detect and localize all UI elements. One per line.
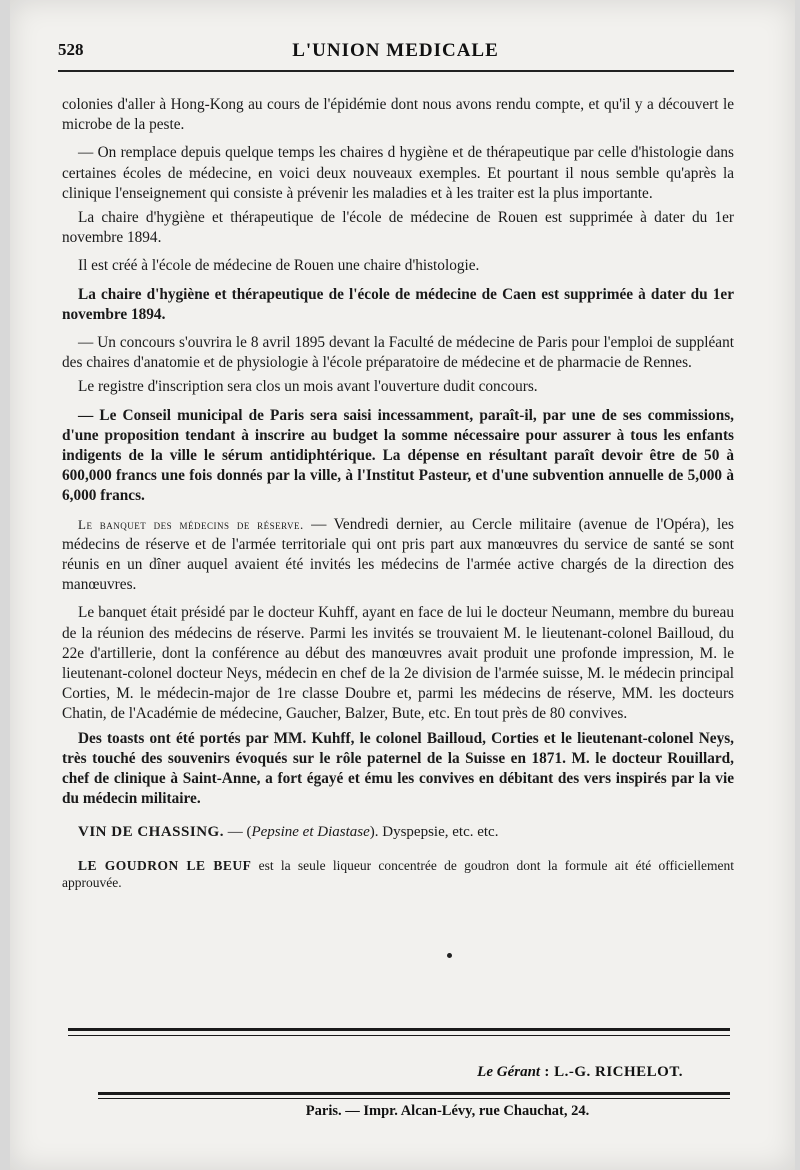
journal-page	[10, 0, 795, 1170]
ad-goudron	[62, 857, 734, 891]
printer-rule-thin	[98, 1098, 730, 1099]
paragraph-rouen-suppressed: La chaire d'hygiène et thérapeutique de l'école de médecine de Rouen est supprimée à dater du 1er novembre 1894.	[62, 209, 734, 247]
paragraph-concours: — Un concours s'ouvrira le 8 avril 1895 devant la Faculté de médecine de Paris pour l'emploi de suppléant des chaires d'anatomie et de physiologie à l'école préparatoire de médecine et de pharmacie de Rennes.	[62, 334, 734, 372]
paragraph-banquet-presided: Le banquet était présidé par le docteur Kuhff, ayant en face de lui le docteur Neumann, membre du bureau de la réunion des médecins de réserve. Parmi les invités se trouvaient M. le lieutenant-colonel Bailloud, du 22e d'artillerie, dont la conférence au début des manœuvres avait produit une profonde impression, M. le lieutenant-colonel docteur Neys, médecin en chef de la 2e division de l'armée suisse, M. le médecin principal Corties, M. le médecin-major de 1re classe Doubre et, parmi les médecins de réserve, MM. les docteurs Chatin, de l'Académie de médecine, Gaucher, Balzer, Bute, etc. En tout près de 80 convives.	[62, 604, 734, 723]
separator-dot	[447, 953, 452, 958]
paragraph-serum: — Le Conseil municipal de Paris sera saisi incessamment, paraît-il, par une de ses commissions, d'une proposition tendant à inscrire au budget la somme nécessaire pour assurer à tous les enfants indigents de la ville le sérum antidiphtérique. La dépense en résultant paraît devoir être de 50 à 600,000 francs une fois donnés par la ville, à l'Institut Pasteur, et d'une subvention annuelle de 5,000 à 6,000 francs.	[62, 406, 734, 505]
article-body	[62, 95, 734, 891]
paragraph-registre: Le registre d'inscription sera clos un mois avant l'ouverture dudit concours.	[78, 378, 538, 396]
printer-imprint: Paris. — Impr. Alcan-Lévy, rue Chauchat, 24.	[305, 1103, 590, 1119]
ad-vin-text-2: ). Dyspepsie, etc. etc.	[369, 823, 499, 840]
page-number: 528	[58, 40, 84, 59]
ad-vin-title: VIN DE CHASSING.	[78, 823, 224, 840]
printer-rule-thick	[98, 1092, 730, 1095]
paragraph-banquet	[62, 515, 734, 596]
banquet-heading: Le banquet des médecins de réserve.	[78, 516, 304, 532]
ad-vin-chassing	[78, 824, 734, 841]
paragraph-banquet-toasts: Des toasts ont été portés par MM. Kuhff, le colonel Bailloud, Corties et le lieutenant-colonel Neys, très touché des souvenirs évoqués sur le rôle paternel de la Suisse en 1871. M. le docteur Rouillard, chef de clinique à Saint-Anne, a fort égayé et ému les convives en débitant des vers inspirés par la vie du médecin militaire.	[62, 729, 734, 808]
gerant-signature	[477, 1064, 683, 1081]
ad-vin-italic: Pepsine et Diastase	[251, 823, 370, 840]
paragraph-rouen-histology: Il est créé à l'école de médecine de Rouen une chaire d'histologie.	[78, 257, 480, 275]
gerant-label: Le Gérant	[477, 1064, 541, 1080]
banquet-text: — Vendredi dernier, au Cercle militaire (avenue de l'Opéra), les médecins de réserve et de l'armée territoriale qui ont pris part aux manœuvres du service de santé se sont réunis en un dîner auquel avaient été invités les médecins de l'armée active chargés de la direction des manœuvres.	[62, 515, 734, 594]
paragraph-hygiene-chairs: — On remplace depuis quelque temps les chaires d hygiène et de thérapeutique par celle d'histologie dans certaines écoles de médecine, en voici deux nouveaux exemples. Et pourtant il nous semble qu'après la clinique l'enseignement qui consiste à prévenir les maladies et à les traiter est la plus importante.	[62, 144, 734, 202]
paragraph-plague: colonies d'aller à Hong-Kong au cours de l'épidémie dont nous avons rendu compte, et qu'il y a découvert le microbe de la peste.	[62, 96, 734, 134]
ad-goudron-title: LE GOUDRON LE BEUF	[78, 857, 252, 873]
gerant-name: : L.-G. RICHELOT.	[540, 1064, 683, 1080]
running-title: L'UNION MEDICALE	[292, 40, 499, 61]
header-rule	[58, 70, 734, 72]
page-header	[58, 40, 733, 68]
paragraph-caen-suppressed: La chaire d'hygiène et thérapeutique de l'école de médecine de Caen est supprimée à dater du 1er novembre 1894.	[62, 285, 734, 323]
footer-rule-thick	[68, 1028, 730, 1031]
footer-rule-thin	[68, 1035, 730, 1036]
ad-goudron-text: est la seule liqueur concentrée de goudron dont la formule ait été officiellement approuvée.	[62, 857, 734, 890]
ad-vin-text-1: — (	[223, 823, 252, 840]
